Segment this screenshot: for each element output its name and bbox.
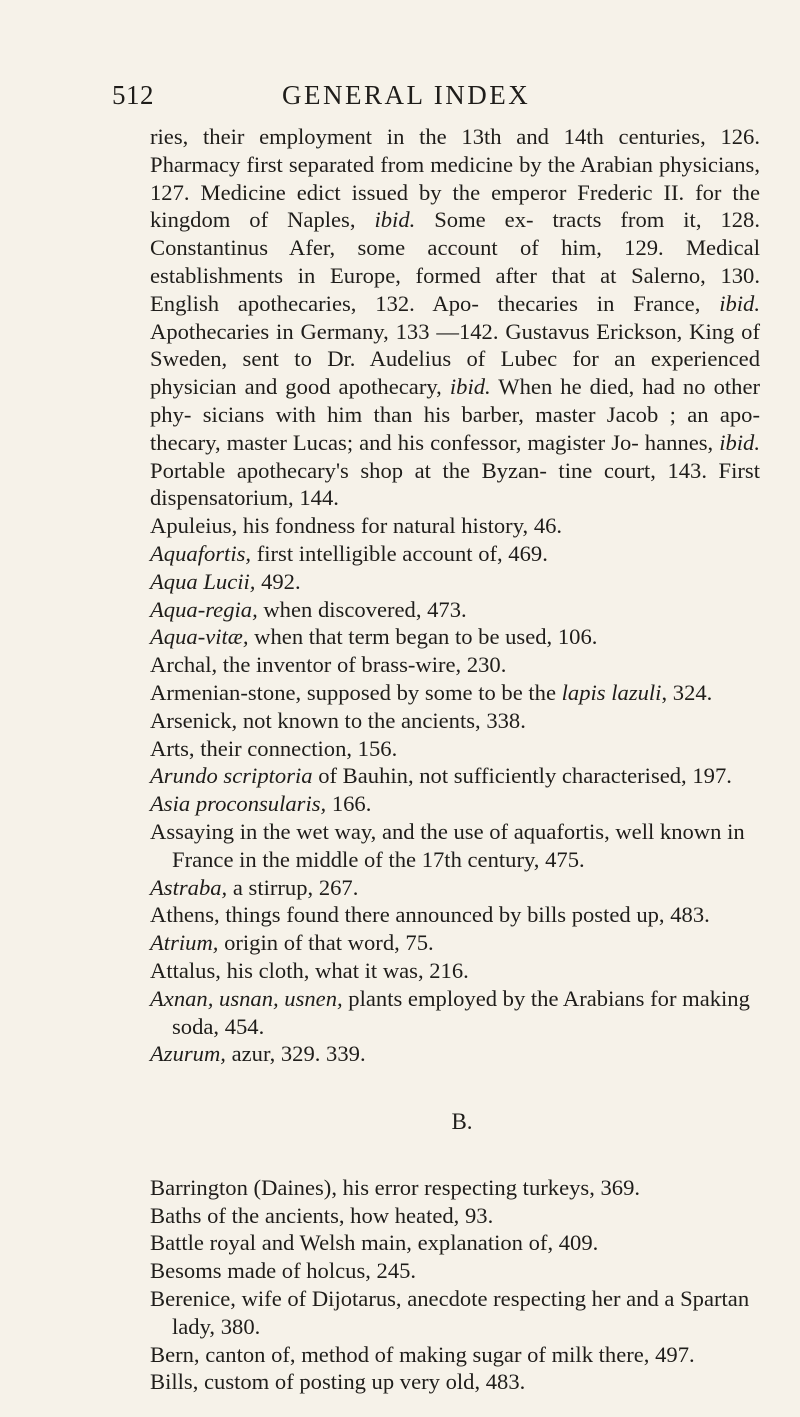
index-term: Archal, xyxy=(150,652,218,678)
index-term: Armenian-stone, xyxy=(150,679,302,705)
index-term: Bern, xyxy=(150,1341,200,1367)
index-entry xyxy=(150,985,760,1041)
index-entry xyxy=(150,651,760,679)
index-entry xyxy=(150,1368,760,1396)
index-term: Attalus, xyxy=(150,957,221,983)
index-term: Astraba, xyxy=(150,874,228,900)
ibid-ref: ibid. xyxy=(719,290,760,316)
index-text: in the wet way, and the use of aquafortis, well known in France in the middle of the 17th century, 475. xyxy=(172,818,745,872)
index-term: Aqua-regia, xyxy=(150,596,258,622)
index-text: first intelligible account of, 469. xyxy=(251,540,548,566)
index-text: origin of that word, 75. xyxy=(218,930,434,956)
section-heading-b: B. xyxy=(451,1109,473,1135)
index-term: Arundo scriptoria xyxy=(150,763,313,789)
index-text: his cloth, what it was, 216. xyxy=(220,957,469,983)
index-entry xyxy=(150,929,760,957)
index-text: their connection, 156. xyxy=(194,735,398,761)
index-term: Baths xyxy=(150,1202,202,1228)
index-entry xyxy=(150,1285,760,1341)
index-term: Asia proconsularis, xyxy=(150,791,327,817)
index-term: Aquafortis, xyxy=(150,540,252,566)
index-text: when that term began to be used, 106. xyxy=(248,624,598,650)
index-term: Arts, xyxy=(150,735,195,761)
index-text: his fondness for natural history, 46. xyxy=(237,513,563,539)
index-entry xyxy=(150,1257,760,1285)
index-entry xyxy=(150,874,760,902)
page-number: 512 xyxy=(112,80,154,110)
index-entry xyxy=(150,818,760,874)
index-text: (Daines), his error respecting turkeys, 369. xyxy=(247,1174,641,1200)
index-entry xyxy=(150,707,760,735)
index-entry xyxy=(150,901,760,929)
index-entry xyxy=(150,512,760,540)
index-term: Apuleius, xyxy=(150,513,238,539)
index-entry xyxy=(150,679,760,707)
index-term: Atrium, xyxy=(150,930,219,956)
index-entry xyxy=(150,1202,760,1230)
index-term: Axnan, usnan, usnen, xyxy=(150,985,343,1011)
index-text: a stirrup, 267. xyxy=(227,874,359,900)
index-text: things found there announced by bills posted up, 483. xyxy=(219,902,710,928)
index-term: Besoms xyxy=(150,1258,222,1284)
index-entry xyxy=(150,1040,760,1068)
index-body xyxy=(150,123,760,1396)
index-text: royal and Welsh main, explanation of, 409. xyxy=(203,1230,599,1256)
index-text: not known to the ancients, 338. xyxy=(237,707,526,733)
index-term: Battle xyxy=(150,1230,204,1256)
index-entry xyxy=(150,540,760,568)
index-term: Assaying xyxy=(150,818,235,844)
entries-a-list xyxy=(150,512,760,1068)
page-header xyxy=(0,80,800,110)
index-term: Athens, xyxy=(150,902,220,928)
index-text: the inventor of brass-wire, 230. xyxy=(217,652,507,678)
index-term: Aqua Lucii, xyxy=(150,568,256,594)
index-term: Azurum, xyxy=(150,1041,226,1067)
index-text: 492. xyxy=(255,568,301,594)
index-text: 166. xyxy=(326,791,372,817)
index-term: Aqua-vitæ, xyxy=(150,624,249,650)
index-term: Barrington xyxy=(150,1174,248,1200)
index-term: Bills, xyxy=(150,1369,199,1395)
index-text: of Bauhin, not sufficiently characterised, 197. xyxy=(312,763,732,789)
index-entry xyxy=(150,568,760,596)
index-text: wife of Dijotarus, anecdote respecting her and a Spartan lady, 380. xyxy=(172,1286,750,1339)
index-entry xyxy=(150,762,760,790)
index-entry xyxy=(150,1229,760,1257)
index-text: when discovered, 473. xyxy=(257,596,467,622)
index-text: custom of posting up very old, 483. xyxy=(198,1369,526,1395)
index-text: plants employed by the Arabians for making soda, 454. xyxy=(172,985,750,1039)
index-entry xyxy=(150,957,760,985)
index-text: azur, 329. 339. xyxy=(225,1041,366,1067)
index-text: of the ancients, how heated, 93. xyxy=(201,1202,494,1228)
index-entry xyxy=(150,735,760,763)
index-entry xyxy=(150,623,760,651)
running-head: GENERAL INDEX xyxy=(282,80,531,110)
index-text: canton of, method of making sugar of milk there, 497. xyxy=(199,1341,695,1367)
ibid-ref: ibid. xyxy=(449,374,491,400)
index-term: Berenice, xyxy=(150,1286,236,1312)
index-entry xyxy=(150,1174,760,1202)
entries-b-list xyxy=(150,1174,760,1396)
index-text: supposed by some to be the lapis lazuli, 324. xyxy=(301,679,713,705)
ibid-ref: ibid. xyxy=(374,207,416,233)
continued-entry: ries, their employment in the 13th and 14th centuries, 126. Pharmacy first separated from medicine by the Arabian physicians, 127. Medicine edict issued by the emperor Frederic II. for the kingdom of Naples, ibid. Some ex- tracts from it, 128. Constantinus Afer, some account of him, 129. Medical establishments in Europe, formed after that at Salerno, 130. English apothecaries, 132. Apo- thecaries in France, ibid. Apothecaries in Germany, 133 —142. Gustavus Erickson, King of Sweden, sent to Dr. Audelius of Lubec for an experienced physician and good apothecary, ibid. When he died, had no other phy- sicians with him than his barber, master Jacob ; an apo- thecary, master Lucas; and his confessor, magister Jo- hannes, ibid. Portable apothecary's shop at the Byzan- tine court, 143. First dispensatorium, 144. xyxy=(150,124,760,511)
index-entry xyxy=(150,790,760,818)
index-text: made of holcus, 245. xyxy=(221,1258,417,1284)
index-term: Arsenick, xyxy=(150,707,238,733)
index-entry xyxy=(150,596,760,624)
italic-term: lapis lazuli xyxy=(561,679,662,705)
ibid-ref: ibid. xyxy=(719,429,760,455)
index-entry xyxy=(150,1341,760,1369)
